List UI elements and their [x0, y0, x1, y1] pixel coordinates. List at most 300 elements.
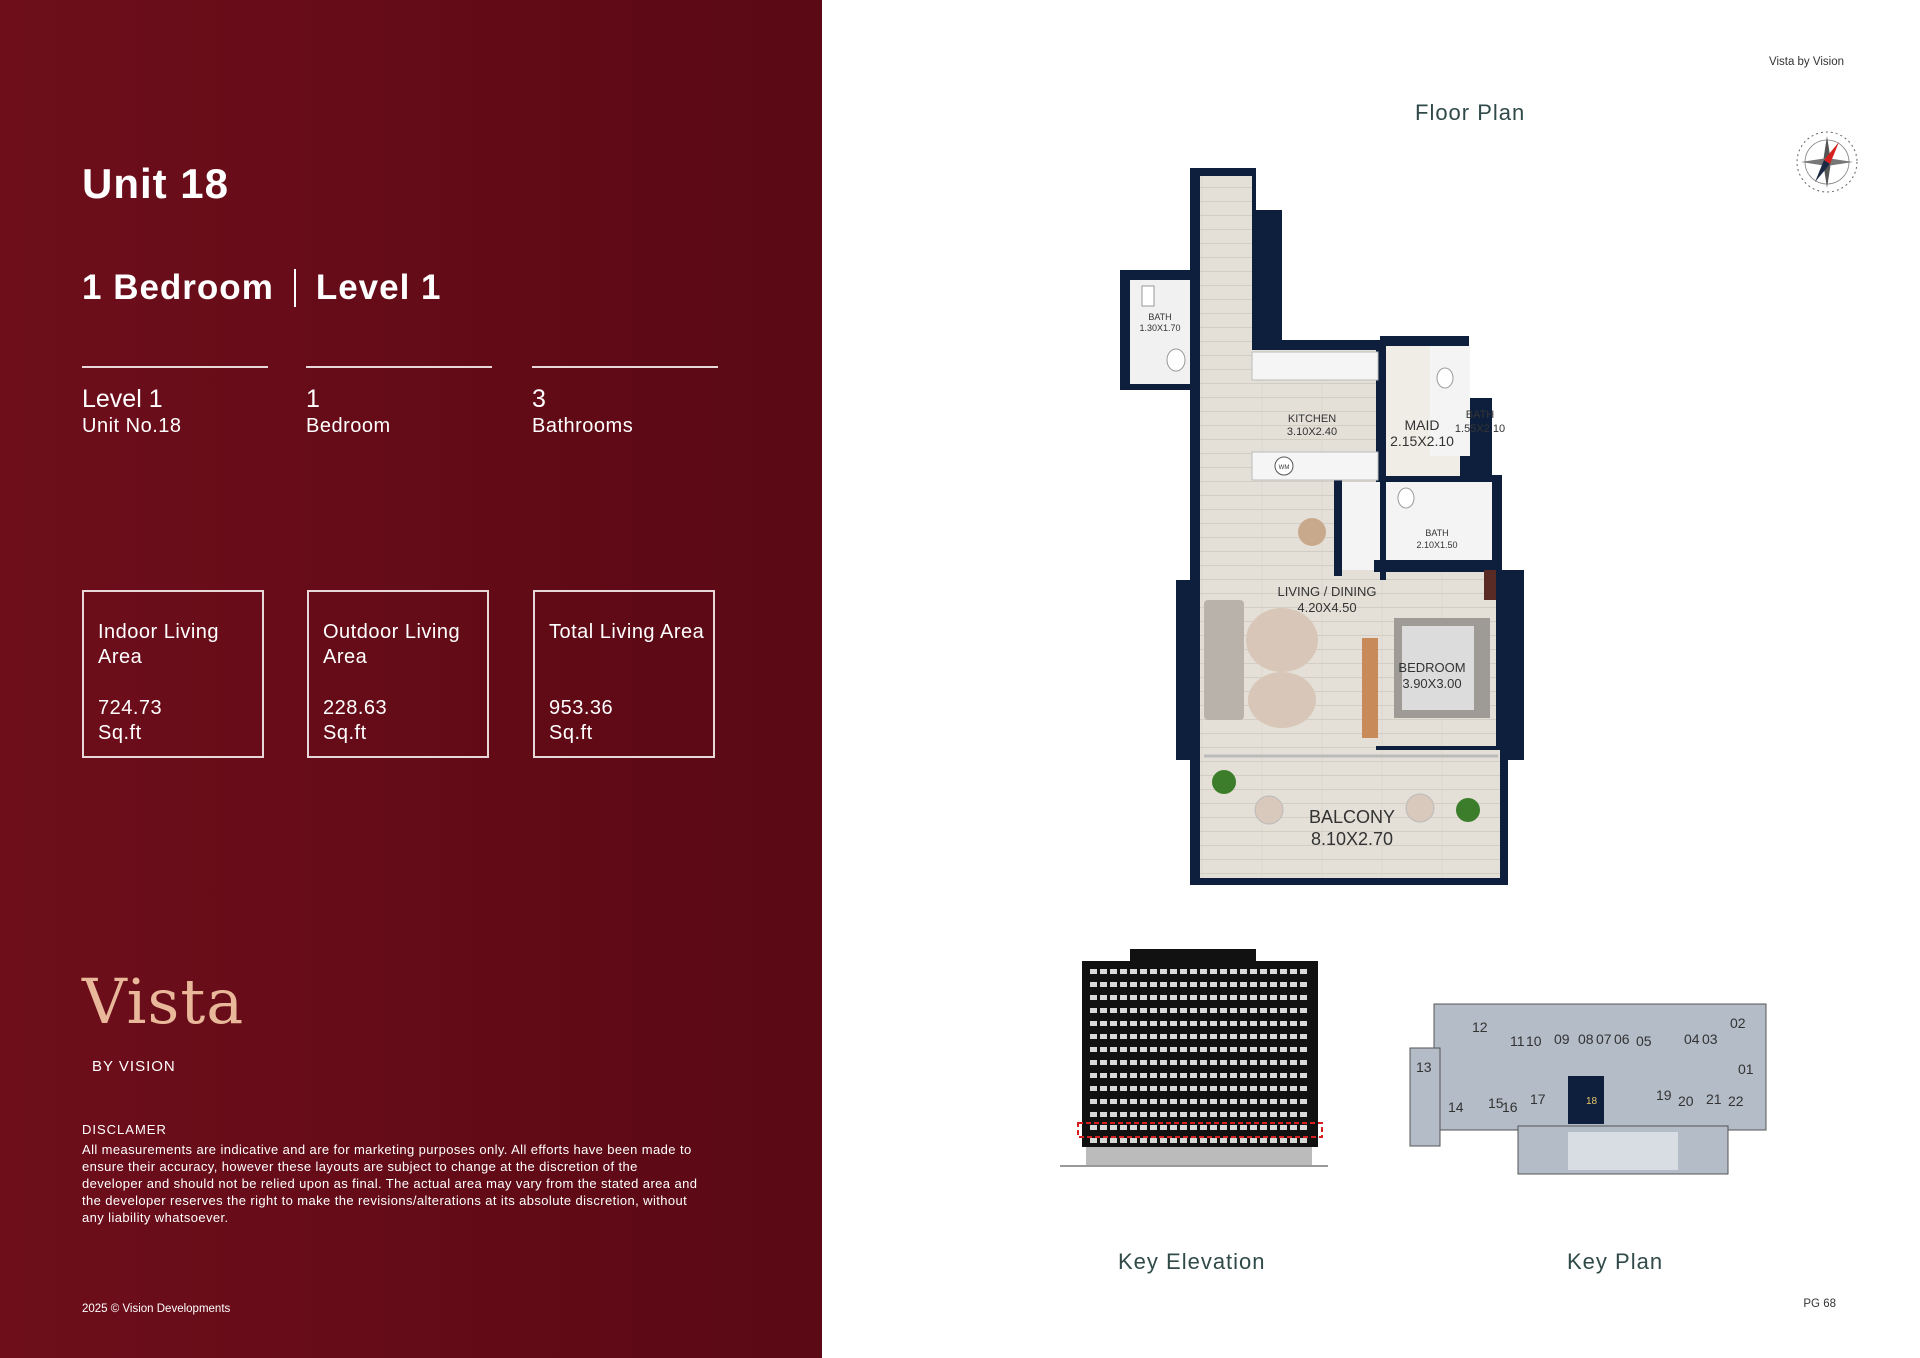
elevation-window — [1110, 1073, 1117, 1078]
elevation-window — [1300, 969, 1307, 974]
elevation-window — [1200, 1034, 1207, 1039]
elevation-window — [1270, 1047, 1277, 1052]
room-maid-name: MAID — [1404, 417, 1440, 433]
elevation-window — [1100, 1138, 1107, 1143]
elevation-window — [1160, 1047, 1167, 1052]
elevation-window — [1260, 995, 1267, 1000]
key-plan-unit-14: 14 — [1448, 1099, 1464, 1115]
elevation-window — [1200, 1099, 1207, 1104]
unit-title: Unit 18 — [82, 160, 230, 207]
key-plan-unit-08: 08 — [1578, 1031, 1594, 1047]
area-value: 724.73 Sq.ft — [98, 697, 163, 744]
elevation-window — [1090, 1073, 1097, 1078]
elevation-window — [1270, 1112, 1277, 1117]
elevation-window — [1090, 1021, 1097, 1026]
stat-label: Unit No.18 — [82, 415, 182, 437]
floor-plan-title: Floor Plan — [1415, 100, 1526, 125]
elevation-window — [1140, 969, 1147, 974]
elevation-window — [1210, 982, 1217, 987]
elevation-window — [1200, 969, 1207, 974]
elevation-window — [1180, 982, 1187, 987]
elevation-window — [1210, 1047, 1217, 1052]
elevation-window — [1230, 995, 1237, 1000]
area-value: 228.63 Sq.ft — [323, 697, 388, 744]
elevation-window — [1250, 1099, 1257, 1104]
elevation-window — [1110, 982, 1117, 987]
elevation-window — [1120, 1008, 1127, 1013]
elevation-window — [1250, 1021, 1257, 1026]
brand-logo: Vista — [82, 965, 245, 1038]
elevation-window — [1200, 1138, 1207, 1143]
key-plan-unit-22: 22 — [1728, 1093, 1744, 1109]
elevation-window — [1130, 1047, 1137, 1052]
elevation-window — [1110, 1008, 1117, 1013]
elevation-window — [1170, 1047, 1177, 1052]
elevation-window — [1150, 982, 1157, 987]
elevation-window — [1250, 1047, 1257, 1052]
elevation-window — [1220, 1086, 1227, 1091]
key-plan-unit-01: 01 — [1738, 1061, 1754, 1077]
elevation-window — [1180, 1086, 1187, 1091]
elevation-window — [1170, 1138, 1177, 1143]
key-plan-unit-04: 04 — [1684, 1031, 1700, 1047]
elevation-window — [1180, 1099, 1187, 1104]
elevation-window — [1150, 1099, 1157, 1104]
elevation-window — [1160, 1073, 1167, 1078]
elevation-window — [1260, 1112, 1267, 1117]
elevation-window — [1300, 1125, 1307, 1130]
room-balcony-name: BALCONY — [1308, 807, 1396, 827]
elevation-window — [1170, 995, 1177, 1000]
elevation-window — [1290, 1099, 1297, 1104]
elevation-window — [1140, 1047, 1147, 1052]
elevation-window — [1110, 1099, 1117, 1104]
elevation-window — [1250, 1086, 1257, 1091]
elevation-window — [1170, 1099, 1177, 1104]
elevation-window — [1120, 995, 1127, 1000]
disclaimer-title: DISCLAMER — [82, 1122, 167, 1137]
level-label: Level 1 — [315, 268, 442, 307]
elevation-window — [1300, 982, 1307, 987]
elevation-window — [1140, 982, 1147, 987]
elevation-window — [1260, 1073, 1267, 1078]
elevation-window — [1240, 1138, 1247, 1143]
elevation-window — [1190, 1112, 1197, 1117]
elevation-window — [1100, 969, 1107, 974]
elevation-window — [1190, 982, 1197, 987]
elevation-window — [1280, 1112, 1287, 1117]
elevation-window — [1110, 969, 1117, 974]
elevation-window — [1110, 1112, 1117, 1117]
elevation-window — [1120, 969, 1127, 974]
elevation-window — [1130, 995, 1137, 1000]
elevation-window — [1220, 1008, 1227, 1013]
room-bath-2-name: BATH — [1465, 409, 1495, 421]
elevation-window — [1150, 1086, 1157, 1091]
elevation-window — [1100, 1021, 1107, 1026]
elevation-window — [1160, 969, 1167, 974]
elevation-window — [1110, 1034, 1117, 1039]
elevation-window — [1100, 1047, 1107, 1052]
stat-value: 3 — [532, 385, 546, 413]
elevation-window — [1180, 1034, 1187, 1039]
elevation-window — [1300, 1073, 1307, 1078]
elevation-window — [1300, 1099, 1307, 1104]
elevation-window — [1280, 1086, 1287, 1091]
elevation-window — [1190, 1099, 1197, 1104]
elevation-window — [1200, 1073, 1207, 1078]
elevation-window — [1210, 1021, 1217, 1026]
elevation-window — [1100, 1086, 1107, 1091]
room-kitchen-dims: 3.10X2.40 — [1286, 426, 1338, 438]
elevation-window — [1110, 1138, 1117, 1143]
area-label: Total Living Area — [549, 621, 705, 643]
elevation-window — [1240, 1086, 1247, 1091]
elevation-window — [1110, 1125, 1117, 1130]
elevation-window — [1170, 1086, 1177, 1091]
elevation-window — [1300, 1034, 1307, 1039]
elevation-window — [1230, 1086, 1237, 1091]
elevation-window — [1170, 969, 1177, 974]
key-plan-unit-02: 02 — [1730, 1015, 1746, 1031]
elevation-window — [1220, 1099, 1227, 1104]
elevation-window — [1250, 969, 1257, 974]
elevation-window — [1290, 1073, 1297, 1078]
key-plan-unit-03: 03 — [1702, 1031, 1718, 1047]
elevation-window — [1250, 1034, 1257, 1039]
elevation-window — [1120, 1138, 1127, 1143]
elevation-window — [1290, 1021, 1297, 1026]
elevation-window — [1160, 1125, 1167, 1130]
elevation-window — [1150, 969, 1157, 974]
elevation-window — [1260, 1125, 1267, 1130]
elevation-window — [1220, 1073, 1227, 1078]
elevation-window — [1090, 1034, 1097, 1039]
elevation-window — [1160, 1021, 1167, 1026]
elevation-window — [1190, 1047, 1197, 1052]
elevation-window — [1180, 1047, 1187, 1052]
elevation-window — [1230, 1073, 1237, 1078]
elevation-window — [1130, 1125, 1137, 1130]
brand-tagline: BY VISION — [92, 1058, 176, 1075]
elevation-window — [1230, 1125, 1237, 1130]
elevation-window — [1240, 1021, 1247, 1026]
key-plan-unit-18: 18 — [1586, 1096, 1598, 1107]
elevation-window — [1130, 1060, 1137, 1065]
key-plan-unit-07: 07 — [1596, 1031, 1612, 1047]
room-bedroom-name: BEDROOM — [1398, 660, 1466, 675]
elevation-window — [1230, 1034, 1237, 1039]
elevation-window — [1290, 1060, 1297, 1065]
elevation-window — [1110, 1086, 1117, 1091]
elevation-window — [1220, 1125, 1227, 1130]
compass-icon — [1787, 122, 1867, 202]
elevation-window — [1200, 1112, 1207, 1117]
elevation-window — [1270, 1138, 1277, 1143]
elevation-window — [1150, 1073, 1157, 1078]
elevation-window — [1290, 1112, 1297, 1117]
key-plan-unit-05: 05 — [1636, 1033, 1652, 1049]
elevation-window — [1280, 1099, 1287, 1104]
elevation-window — [1230, 1060, 1237, 1065]
stat-value: 1 — [306, 385, 320, 413]
elevation-window — [1120, 982, 1127, 987]
elevation-window — [1140, 1112, 1147, 1117]
elevation-window — [1100, 1099, 1107, 1104]
elevation-window — [1240, 1073, 1247, 1078]
elevation-window — [1150, 995, 1157, 1000]
elevation-window — [1160, 1138, 1167, 1143]
elevation-window — [1300, 1086, 1307, 1091]
outdoor-area-box — [307, 590, 489, 758]
elevation-window — [1170, 1008, 1177, 1013]
elevation-window — [1250, 1112, 1257, 1117]
elevation-window — [1300, 1138, 1307, 1143]
elevation-window — [1280, 1034, 1287, 1039]
elevation-window — [1140, 1060, 1147, 1065]
elevation-window — [1190, 1060, 1197, 1065]
elevation-window — [1220, 969, 1227, 974]
elevation-window — [1140, 1008, 1147, 1013]
info-panel — [0, 0, 822, 1358]
stat-level — [82, 366, 268, 438]
elevation-window — [1210, 1060, 1217, 1065]
elevation-window — [1100, 1125, 1107, 1130]
elevation-window — [1180, 1112, 1187, 1117]
elevation-window — [1130, 1112, 1137, 1117]
elevation-window — [1260, 1138, 1267, 1143]
elevation-window — [1270, 1034, 1277, 1039]
key-plan — [1408, 1000, 1788, 1190]
elevation-window — [1270, 1073, 1277, 1078]
room-bath-3-dims: 2.10X1.50 — [1416, 540, 1458, 550]
elevation-window — [1140, 995, 1147, 1000]
elevation-window — [1210, 1138, 1217, 1143]
elevation-window — [1240, 969, 1247, 974]
stat-label: Bathrooms — [532, 415, 634, 437]
elevation-window — [1150, 1112, 1157, 1117]
room-balcony-dims: 8.10X2.70 — [1310, 829, 1394, 849]
elevation-window — [1240, 1008, 1247, 1013]
elevation-window — [1290, 995, 1297, 1000]
elevation-window — [1100, 1034, 1107, 1039]
elevation-window — [1300, 1008, 1307, 1013]
elevation-window — [1240, 1112, 1247, 1117]
elevation-window — [1130, 1099, 1137, 1104]
key-plan-unit-11: 11 — [1510, 1033, 1525, 1049]
room-bedroom-dims: 3.90X3.00 — [1402, 676, 1462, 691]
elevation-window — [1180, 1021, 1187, 1026]
elevation-window — [1230, 1099, 1237, 1104]
elevation-window — [1270, 1125, 1277, 1130]
elevation-window — [1240, 995, 1247, 1000]
elevation-window — [1160, 1034, 1167, 1039]
elevation-window — [1200, 1086, 1207, 1091]
key-plan-unit-13: 13 — [1416, 1059, 1432, 1075]
elevation-window — [1140, 1099, 1147, 1104]
elevation-window — [1240, 1125, 1247, 1130]
elevation-window — [1260, 1034, 1267, 1039]
elevation-window — [1270, 995, 1277, 1000]
total-area-box — [533, 590, 715, 758]
elevation-window — [1100, 1073, 1107, 1078]
elevation-window — [1230, 1047, 1237, 1052]
elevation-window — [1210, 969, 1217, 974]
stat-value: Level 1 — [82, 385, 163, 413]
elevation-window — [1260, 1086, 1267, 1091]
elevation-window — [1200, 1008, 1207, 1013]
elevation-window — [1170, 1021, 1177, 1026]
elevation-window — [1250, 1008, 1257, 1013]
elevation-window — [1280, 969, 1287, 974]
copyright: 2025 © Vision Developments — [82, 1303, 231, 1315]
elevation-window — [1270, 1060, 1277, 1065]
elevation-window — [1170, 1073, 1177, 1078]
elevation-window — [1270, 982, 1277, 987]
elevation-window — [1140, 1073, 1147, 1078]
elevation-window — [1290, 1138, 1297, 1143]
elevation-window — [1250, 995, 1257, 1000]
key-plan-unit-20: 20 — [1678, 1093, 1694, 1109]
elevation-window — [1090, 982, 1097, 987]
elevation-window — [1260, 1099, 1267, 1104]
elevation-window — [1140, 1086, 1147, 1091]
elevation-window — [1180, 969, 1187, 974]
elevation-window — [1220, 995, 1227, 1000]
subtitle-divider — [294, 269, 296, 307]
elevation-window — [1170, 1034, 1177, 1039]
elevation-window — [1260, 1008, 1267, 1013]
elevation-window — [1220, 1047, 1227, 1052]
unit-subtitle — [82, 268, 442, 308]
elevation-window — [1120, 1125, 1127, 1130]
key-elevation — [1050, 945, 1310, 1205]
elevation-window — [1240, 1034, 1247, 1039]
room-bath-2-dims: 1.55X2.10 — [1454, 423, 1506, 435]
elevation-window — [1280, 1047, 1287, 1052]
elevation-window — [1150, 1125, 1157, 1130]
elevation-window — [1190, 969, 1197, 974]
elevation-window — [1130, 1138, 1137, 1143]
elevation-window — [1090, 1112, 1097, 1117]
elevation-window — [1230, 1021, 1237, 1026]
key-plan-title: Key Plan — [1567, 1249, 1664, 1274]
room-bath-1-dims: 1.30X1.70 — [1139, 323, 1181, 333]
elevation-window — [1280, 1008, 1287, 1013]
elevation-window — [1300, 1112, 1307, 1117]
elevation-window — [1210, 1086, 1217, 1091]
elevation-window — [1190, 1034, 1197, 1039]
elevation-window — [1150, 1008, 1157, 1013]
elevation-window — [1130, 1073, 1137, 1078]
elevation-window — [1240, 1047, 1247, 1052]
elevation-window — [1200, 1021, 1207, 1026]
elevation-window — [1150, 1021, 1157, 1026]
elevation-window — [1150, 1034, 1157, 1039]
elevation-window — [1270, 1086, 1277, 1091]
key-plan-unit-06: 06 — [1614, 1031, 1630, 1047]
page-number: PG 68 — [1803, 1298, 1836, 1310]
elevation-window — [1300, 995, 1307, 1000]
elevation-window — [1260, 982, 1267, 987]
elevation-window — [1230, 1008, 1237, 1013]
elevation-window — [1160, 1086, 1167, 1091]
elevation-window — [1200, 995, 1207, 1000]
brand-top-label: Vista by Vision — [1768, 56, 1844, 68]
elevation-window — [1150, 1138, 1157, 1143]
washer-label: WM — [1278, 465, 1290, 471]
area-label: Outdoor Living Area — [323, 621, 461, 668]
elevation-window — [1270, 1099, 1277, 1104]
elevation-window — [1290, 969, 1297, 974]
stat-bathrooms — [532, 366, 718, 438]
elevation-window — [1090, 1060, 1097, 1065]
elevation-window — [1120, 1112, 1127, 1117]
elevation-window — [1230, 1138, 1237, 1143]
elevation-window — [1280, 1125, 1287, 1130]
elevation-window — [1160, 1008, 1167, 1013]
elevation-window — [1140, 1125, 1147, 1130]
elevation-window — [1270, 1021, 1277, 1026]
elevation-window — [1280, 982, 1287, 987]
elevation-window — [1210, 1125, 1217, 1130]
elevation-window — [1250, 982, 1257, 987]
elevation-window — [1130, 1008, 1137, 1013]
key-plan-unit-09: 09 — [1554, 1031, 1570, 1047]
elevation-window — [1190, 995, 1197, 1000]
elevation-window — [1220, 1112, 1227, 1117]
elevation-window — [1180, 1008, 1187, 1013]
elevation-window — [1190, 1008, 1197, 1013]
elevation-window — [1180, 995, 1187, 1000]
elevation-window — [1220, 1021, 1227, 1026]
room-bath-1-name: BATH — [1148, 312, 1172, 322]
elevation-window — [1190, 1021, 1197, 1026]
elevation-window — [1240, 1060, 1247, 1065]
elevation-window — [1170, 982, 1177, 987]
elevation-window — [1290, 1047, 1297, 1052]
elevation-window — [1210, 1008, 1217, 1013]
elevation-window — [1190, 1125, 1197, 1130]
elevation-window — [1210, 1112, 1217, 1117]
elevation-window — [1110, 1060, 1117, 1065]
elevation-window — [1090, 1008, 1097, 1013]
elevation-window — [1190, 1073, 1197, 1078]
room-bath-3-name: BATH — [1425, 528, 1449, 538]
elevation-window — [1260, 1060, 1267, 1065]
elevation-window — [1270, 1008, 1277, 1013]
elevation-window — [1100, 1112, 1107, 1117]
elevation-window — [1180, 1125, 1187, 1130]
room-maid-dims: 2.15X2.10 — [1390, 433, 1454, 449]
elevation-window — [1300, 1047, 1307, 1052]
bedrooms-label: 1 Bedroom — [82, 268, 274, 307]
elevation-window — [1130, 1086, 1137, 1091]
elevation-window — [1260, 1021, 1267, 1026]
elevation-window — [1200, 1060, 1207, 1065]
elevation-window — [1250, 1138, 1257, 1143]
room-living-dims: 4.20X4.50 — [1297, 600, 1357, 615]
elevation-window — [1220, 1138, 1227, 1143]
key-plan-unit-19: 19 — [1656, 1087, 1672, 1103]
elevation-window — [1170, 1112, 1177, 1117]
elevation-window — [1120, 1086, 1127, 1091]
elevation-window — [1260, 969, 1267, 974]
key-plan-unit-17: 17 — [1530, 1091, 1546, 1107]
area-label: Indoor Living Area — [98, 621, 220, 668]
elevation-window — [1220, 1060, 1227, 1065]
elevation-window — [1240, 982, 1247, 987]
